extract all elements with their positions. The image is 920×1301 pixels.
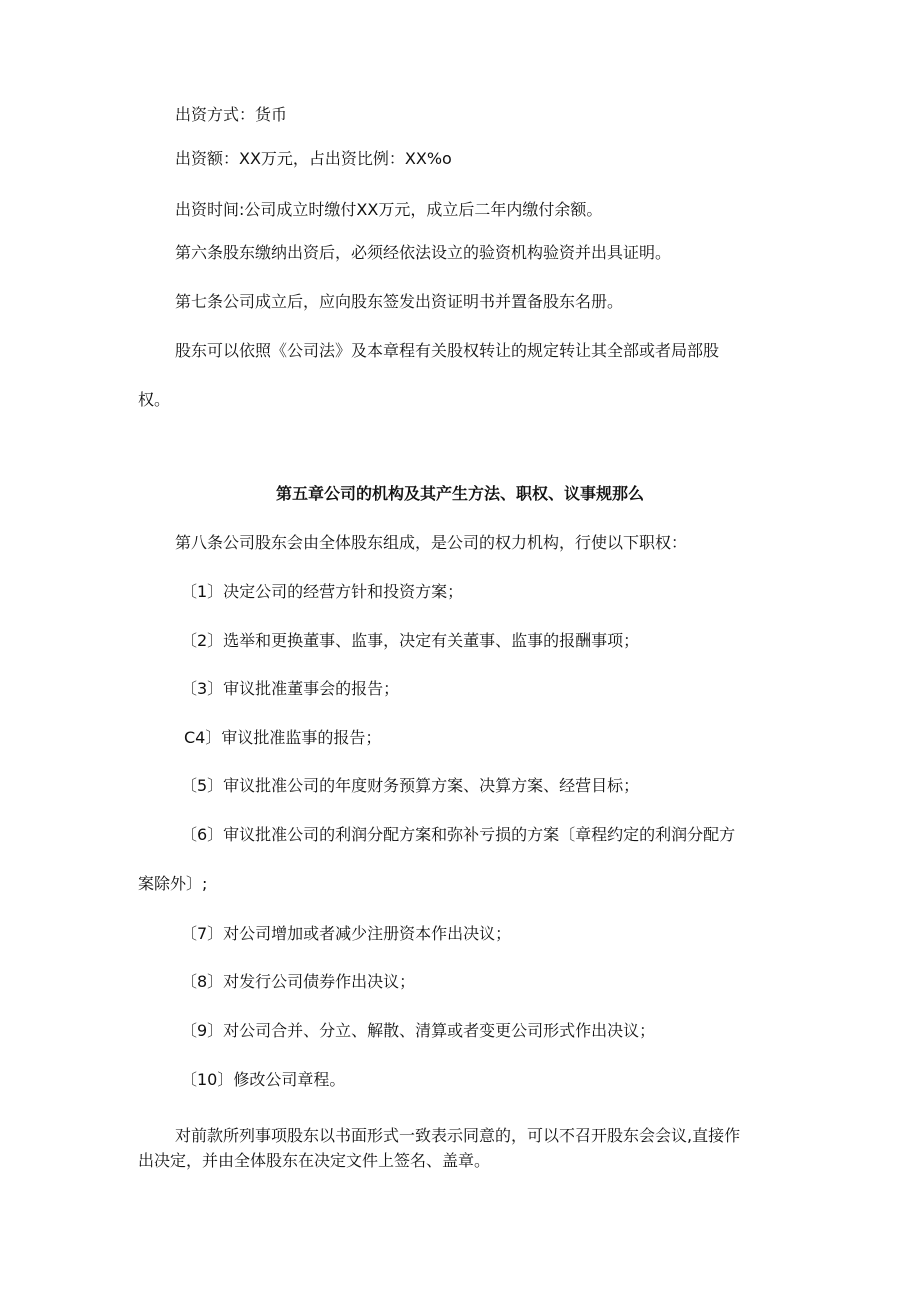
closing-paragraph: 对前款所列事项股东以书面形式一致表示同意的，可以不召开股东会会议,直接作: [175, 1126, 741, 1145]
list-item: 〔3〕审议批准董事会的报告；: [181, 679, 400, 698]
list-item: 〔10〕修改公司章程。: [181, 1070, 346, 1089]
list-item: 〔2〕选举和更换董事、监事，决定有关董事、监事的报酬事项；: [181, 631, 640, 650]
list-item: 〔7〕对公司增加或者减少注册资本作出决议；: [181, 924, 512, 943]
list-item: 〔1〕决定公司的经营方针和投资方案；: [181, 582, 464, 601]
list-item: 〔5〕审议批准公司的年度财务预算方案、决算方案、经营目标；: [181, 776, 640, 795]
list-item: 〔6〕审议批准公司的利润分配方案和弥补亏损的方案〔章程约定的利润分配方: [181, 825, 736, 844]
share-transfer-line-cont: 权。: [138, 390, 171, 409]
share-transfer-line: 股东可以依照《公司法》及本章程有关股权转让的规定转让其全部或者局部股: [175, 341, 720, 360]
list-item: 〔9〕对公司合并、分立、解散、清算或者变更公司形式作出决议；: [181, 1021, 656, 1040]
article-7: 第七条公司成立后，应向股东签发出资证明书并置备股东名册。: [175, 292, 624, 311]
capital-time-line: 出资时间:公司成立时缴付XX万元，成立后二年内缴付余额。: [175, 200, 603, 219]
list-item: 〔8〕对发行公司债券作出决议；: [181, 972, 416, 991]
list-item-cont: 案除外〕;: [138, 874, 208, 893]
capital-method-line: 出资方式：货币: [175, 105, 288, 124]
chapter-title: 第五章公司的机构及其产生方法、职权、议事规那么: [275, 484, 644, 503]
article-6: 第六条股东缴纳出资后，必须经依法设立的验资机构验资并出具证明。: [175, 243, 672, 262]
article-8: 第八条公司股东会由全体股东组成，是公司的权力机构，行使以下职权：: [175, 533, 688, 552]
list-item: C4〕审议批准监事的报告；: [184, 728, 382, 747]
capital-amount-line: 出资额：XX万元，占出资比例：XX%o: [175, 149, 452, 168]
closing-paragraph-cont: 出决定，并由全体股东在决定文件上签名、盖章。: [138, 1151, 491, 1170]
